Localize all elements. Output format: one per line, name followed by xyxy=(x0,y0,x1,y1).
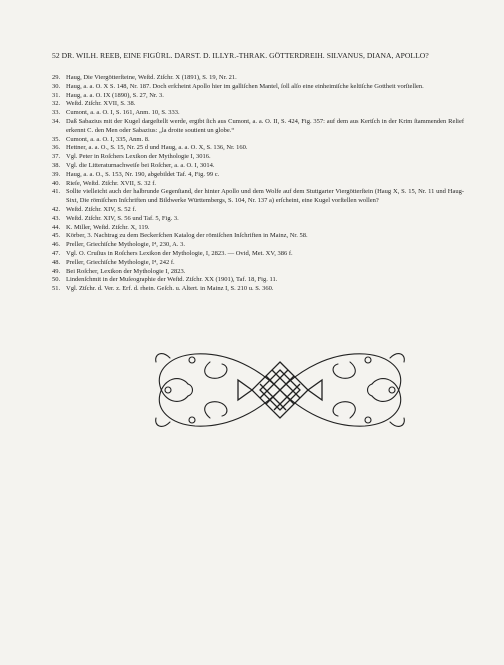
footnote-item xyxy=(52,215,464,224)
footnote-number: 42. xyxy=(52,205,61,213)
footnote-number: 44. xyxy=(52,223,61,231)
footnote-text: Haug, a. a. O. IX (1890), S. 27, Nr. 3. xyxy=(66,91,164,99)
footnote-number: 46. xyxy=(52,241,61,249)
footnote-text: Daß Sabazius mit der Kugel dargeſtellt werde, ergibt ſich aus Cumont, a. a. O. II, S. 424, Fig. 357: auf dem aus Kertſch in der Krim ſtammenden Relief erkennt C. den Men oder Sabazius: „la droite soutient un globe.“ xyxy=(66,117,464,134)
footnote-item xyxy=(52,206,464,215)
footnote-item xyxy=(52,144,464,153)
footnote-item xyxy=(52,83,464,92)
footnote-number: 35. xyxy=(52,135,61,143)
footnote-text: Vgl. Ztſchr. d. Ver. z. Erf. d. rhein. Geſch. u. Altert. in Mainz I, S. 210 u. S. 360. xyxy=(66,285,274,293)
footnote-text: Weſtd. Ztſchr. XIV, S. 52 f. xyxy=(66,205,137,213)
footnote-text: Weſtd. Ztſchr. XVII, S. 38. xyxy=(66,100,136,108)
footnote-text: Bei Roſcher, Lexikon der Mythologie I, 2823. xyxy=(66,267,186,275)
footnote-text: Haug, Die Viergötterſteine, Weſtd. Ztſchr. X (1891), S. 19, Nr. 21. xyxy=(66,74,237,81)
footnote-item xyxy=(52,171,464,180)
footnote-number: 31. xyxy=(52,91,61,99)
footnote-number: 38. xyxy=(52,161,61,169)
footnote-number: 43. xyxy=(52,214,61,222)
footnote-number: 41. xyxy=(52,188,61,196)
footnote-number: 49. xyxy=(52,267,61,275)
footnote-number: 34. xyxy=(52,117,61,125)
footnote-item xyxy=(52,232,464,241)
footnote-text: Hettner, a. a. O., S. 15, Nr. 25 d und Haug, a. a. O. X, S. 136, Nr. 160. xyxy=(66,144,248,152)
footnote-item xyxy=(52,276,464,285)
footnotes-list xyxy=(52,74,464,294)
footnote-text: Preller, Griechiſche Mythologie, I⁴, 242 f. xyxy=(66,258,175,266)
footnote-number: 32. xyxy=(52,100,61,108)
footnote-item xyxy=(52,118,464,136)
footnote-number: 29. xyxy=(52,74,61,81)
footnote-text: Rieſe, Weſtd. Ztſchr. XVII, S. 32 f. xyxy=(66,179,156,187)
footnote-text: Weſtd. Ztſchr. XIV, S. 56 und Taf. 5, Fig. 3. xyxy=(66,214,179,222)
footnote-text: Haug, a. a. O. X S. 148, Nr. 187. Doch erſcheint Apollo hier im galliſchen Mantel, ſoll alſo eine einheimiſche keltiſche Gottheit vorſtellen. xyxy=(66,82,424,90)
footnote-text: Sollte vielleicht auch der halbrunde Gegenſtand, der hinter Apollo und dem Wolfe auf dem Stuttgarter Viergötterſtein (Haug X, S. 15, Nr. 11 und Haug-Sixt, Die römiſchen Inſchriften und Bildwerke Württembergs, S. 104, Nr. 137 a) erſcheint, eine Kugel vorſtellen wollen? xyxy=(66,188,464,205)
footnote-number: 37. xyxy=(52,153,61,161)
footnote-item xyxy=(52,153,464,162)
footnote-text: Vgl. die Litteraturnachweiſe bei Roſcher, a. a. O. I, 3014. xyxy=(66,161,215,169)
footnote-text: Lindenſchmit in der Muſeographie der Weſtd. Ztſchr. XX (1901), Taf. 18, Fig. 11. xyxy=(66,276,278,284)
footnote-text: Vgl. Peter in Roſchers Lexikon der Mythologie I, 3016. xyxy=(66,153,211,161)
footnote-text: K. Miller, Weſtd. Ztſchr. X, 119. xyxy=(66,223,150,231)
footnote-item xyxy=(52,136,464,145)
footnote-number: 33. xyxy=(52,109,61,117)
footnote-item xyxy=(52,109,464,118)
footnote-item xyxy=(52,241,464,250)
footnote-item xyxy=(52,92,464,101)
footnote-item xyxy=(52,162,464,171)
footnote-number: 45. xyxy=(52,232,61,240)
footnote-item xyxy=(52,100,464,109)
footnote-text: Cumont, a. a. O. I, 335, Anm. 8. xyxy=(66,135,150,143)
footnote-item xyxy=(52,188,464,206)
footnote-text: Cumont, a. a. O. I, S. 161, Anm. 10, S. 333. xyxy=(66,109,180,117)
footnote-number: 36. xyxy=(52,144,61,152)
footnote-number: 40. xyxy=(52,179,61,187)
footnote-number: 30. xyxy=(52,82,61,90)
footnote-text: Körber, 3. Nachtrag zu dem Beckerſchen Katalog der römiſchen Inſchriften in Mainz, Nr. 58. xyxy=(66,232,308,240)
footnote-text: Preller, Griechiſche Mythologie, I⁴, 230, A. 3. xyxy=(66,241,185,249)
footnote-item xyxy=(52,224,464,233)
footnote-item xyxy=(52,180,464,189)
footnote-number: 51. xyxy=(52,285,61,293)
footnote-number: 39. xyxy=(52,170,61,178)
footnote-text: Vgl. O. Cruſius in Roſchers Lexikon der Mythologie, I, 2823. — Ovid, Met. XV, 386 f. xyxy=(66,249,293,257)
footnote-item xyxy=(52,74,464,83)
footnote-item xyxy=(52,268,464,277)
knotwork-ornament-icon xyxy=(150,340,410,440)
footnote-item xyxy=(52,250,464,259)
footnote-item xyxy=(52,259,464,268)
running-header: 52 DR. WILH. REEB, EINE FIGÜRL. DARST. D. ILLYR.-THRAK. GÖTTERDREIH. SILVANUS, DIANA, APOLLO? xyxy=(52,51,429,60)
footnote-number: 47. xyxy=(52,249,61,257)
footnote-item xyxy=(52,285,464,294)
footnote-number: 50. xyxy=(52,276,61,284)
footnote-number: 48. xyxy=(52,258,61,266)
footnote-text: Haug, a. a. O., S. 153, Nr. 190, abgebildet Taf. 4, Fig. 99 c. xyxy=(66,170,220,178)
